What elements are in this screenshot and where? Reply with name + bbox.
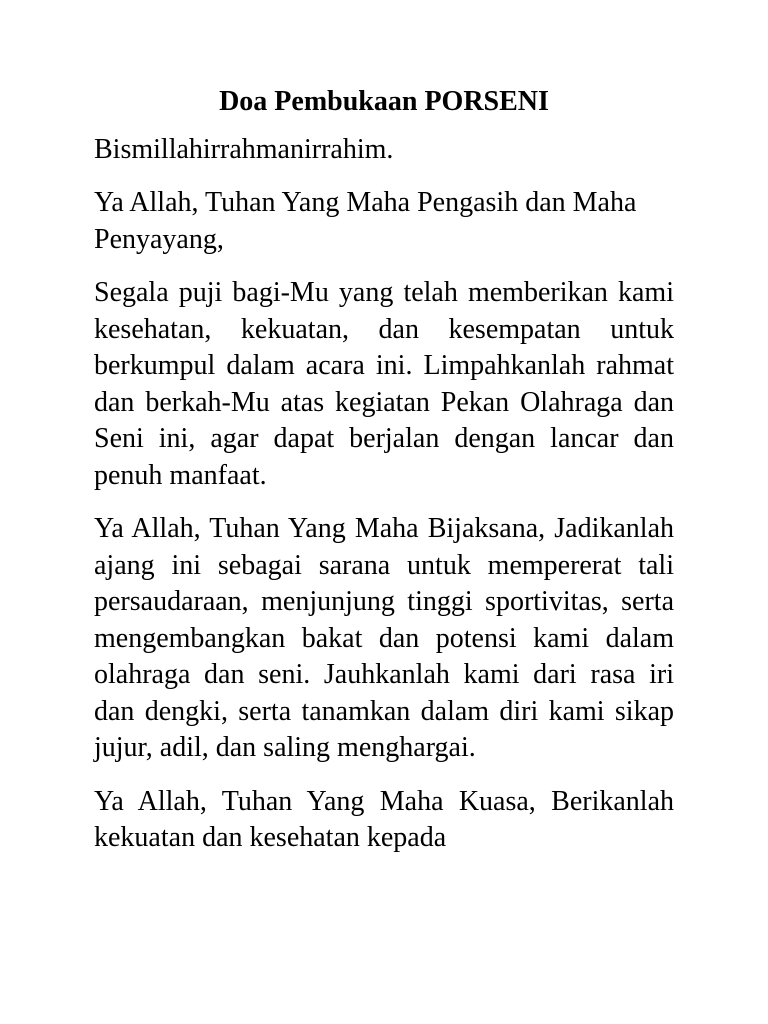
paragraph-wisdom: Ya Allah, Tuhan Yang Maha Bijaksana, Jadikanlah ajang ini sebagai sarana untuk mempererat tali persaudaraan, menjunjung tinggi sportivitas, serta mengembangkan bakat dan potensi kami dalam olahraga dan seni. Jauhkanlah kami dari rasa iri dan dengki, serta tanamkan dalam diri kami sikap jujur, adil, dan saling menghargai.: [94, 513, 674, 763]
paragraph-opening: Ya Allah, Tuhan Yang Maha Pengasih dan Maha Penyayang,: [94, 187, 637, 255]
document-body: [94, 84, 674, 874]
paragraph-basmalah: Bismillahirrahmanirrahim.: [94, 133, 394, 165]
document-title: Doa Pembukaan PORSENI: [219, 86, 549, 117]
paragraph-praise: Segala puji bagi-Mu yang telah memberikan kami kesehatan, kekuatan, dan kesempatan untuk berkumpul dalam acara ini. Limpahkanlah rahmat dan berkah-Mu atas kegiatan Pekan Olahraga dan Seni ini, agar dapat berjalan dengan lancar dan penuh manfaat.: [94, 277, 674, 491]
paragraph-power: Ya Allah, Tuhan Yang Maha Kuasa, Berikanlah kekuatan dan kesehatan kepada: [94, 785, 674, 853]
